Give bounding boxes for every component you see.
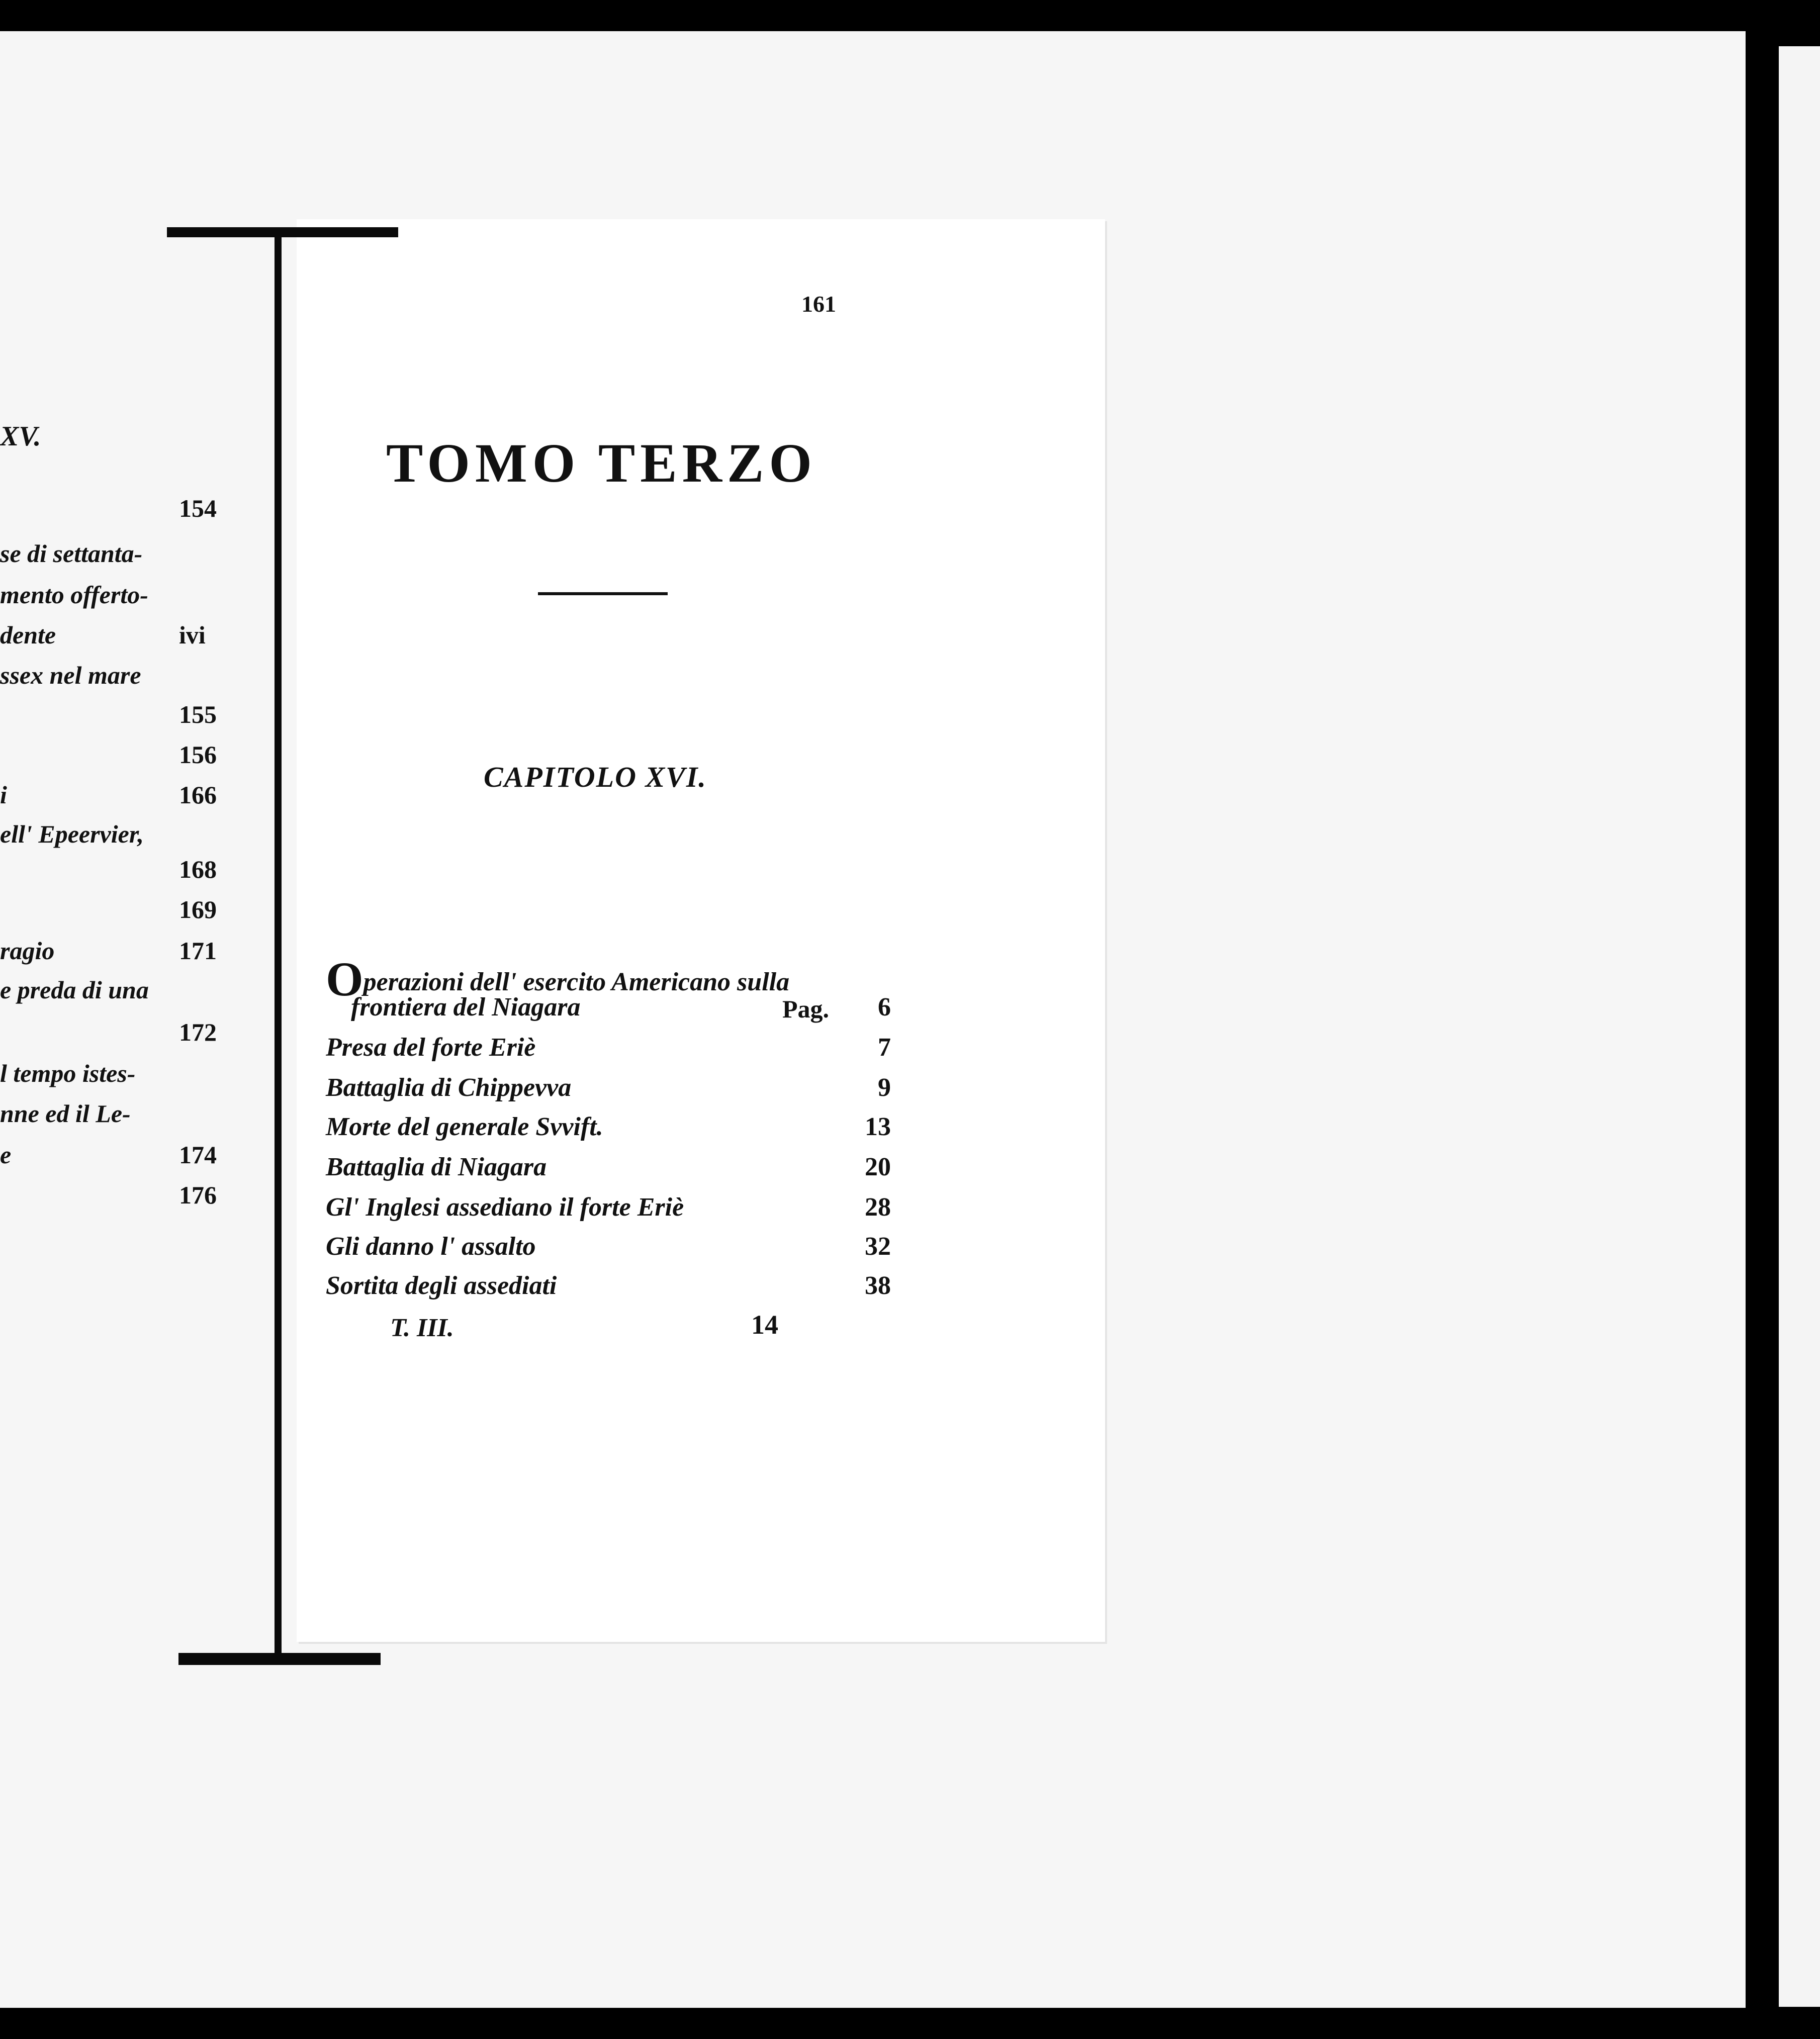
toc-entry-title: frontiera del Niagara [351, 993, 581, 1022]
toc-page-number: 32 [865, 1232, 891, 1261]
toc-entry [326, 1154, 547, 1180]
toc-entry-title: Battaglia di Niagara [326, 1153, 547, 1181]
title-rule [538, 592, 668, 595]
gathering-mark: 14 [751, 1310, 778, 1340]
previous-page-number: 174 [179, 1141, 217, 1169]
toc-page-number: 28 [865, 1193, 891, 1222]
previous-page-line: nne ed il Le- [0, 1099, 131, 1128]
volume-title: TOMO TERZO [386, 432, 817, 494]
toc-entry-title: perazioni dell' esercito Americano sulla [363, 968, 790, 996]
binding-bar-top [167, 227, 398, 237]
previous-page-line: ragio [0, 937, 55, 965]
toc-entry [326, 1035, 535, 1061]
previous-page-line: mento offerto- [0, 581, 148, 609]
toc-entry [326, 1114, 603, 1140]
previous-page-number: ivi [179, 621, 206, 649]
previous-page-line: e [0, 1141, 12, 1169]
toc-entry-title: Gl' Inglesi assediano il forte Eriè [326, 1193, 684, 1222]
previous-page-line: e preda di una [0, 976, 149, 1004]
toc-page-number: 13 [865, 1113, 891, 1141]
previous-page-line: ell' Epeervier, [0, 820, 144, 848]
volume-signature: T. III. [390, 1314, 454, 1342]
toc-dropcap: O [326, 952, 363, 1006]
previous-page-number: 166 [179, 781, 217, 809]
binding-bar-bottom [178, 1653, 381, 1665]
previous-page-line: i [0, 781, 7, 809]
previous-page-number: 172 [179, 1018, 217, 1046]
toc-entry [326, 1234, 536, 1260]
toc-page-number: 20 [865, 1153, 891, 1181]
previous-page-line: se di settanta- [0, 539, 143, 568]
toc-entry-title: Morte del generale Svvift. [326, 1113, 603, 1141]
toc-page-number: 7 [878, 1033, 891, 1062]
previous-page-number: 176 [179, 1181, 217, 1209]
chapter-title: CAPITOLO XVI. [484, 761, 707, 793]
binding-bar-vertical [275, 229, 282, 1657]
toc-entry-title: Gli danno l' assalto [326, 1232, 536, 1261]
toc-entry [326, 1075, 571, 1101]
toc-entry-title: Battaglia di Chippevva [326, 1073, 572, 1102]
toc-entry-title: Sortita degli assediati [326, 1271, 557, 1300]
toc-page-number: 9 [878, 1073, 891, 1102]
previous-page-number: 169 [179, 895, 217, 923]
previous-page-number: 156 [179, 740, 217, 769]
page-number: 161 [801, 291, 836, 317]
next-page-edge [1779, 46, 1820, 2007]
previous-page-number: 155 [179, 700, 217, 728]
previous-page-number: 168 [179, 855, 217, 883]
toc-entry-title: Presa del forte Eriè [326, 1033, 536, 1062]
previous-page-line: dente [0, 621, 56, 649]
previous-page-number: 171 [179, 937, 217, 965]
previous-chapter-heading: XV. [0, 421, 41, 452]
previous-page-number: 154 [179, 494, 217, 522]
previous-page-line: ssex nel mare [0, 661, 141, 689]
toc-entry [326, 1273, 557, 1299]
toc-entry [326, 1194, 684, 1221]
previous-page-line: l tempo istes- [0, 1059, 136, 1087]
toc-page-number: 38 [865, 1271, 891, 1300]
toc-entry [351, 994, 580, 1021]
toc-page-number: 6 [878, 993, 891, 1022]
pag-label: Pag. [782, 995, 830, 1023]
